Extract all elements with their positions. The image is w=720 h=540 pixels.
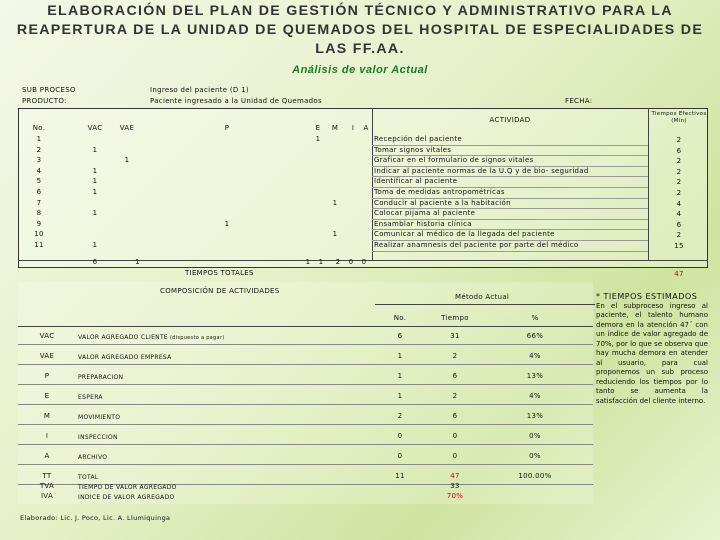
comp-code: VAC [39,332,55,340]
comp-row-rule [18,464,593,465]
fecha-label: FECHA: [565,97,593,105]
comp-desc: ARCHIVO [78,454,108,461]
comp-no: 0 [397,452,403,460]
row-cell-vac: 1 [92,177,98,186]
col-header-a: A [363,124,369,132]
comp-no: 1 [397,352,403,360]
comp-desc: PREPARACION [78,374,124,381]
total-p: 1 [305,258,311,266]
row-activity: Ensamblar historia clínica [374,219,472,228]
tva-value: 33 [450,482,460,490]
row-cell-no: 10 [34,230,44,239]
side-note [596,292,708,406]
row-activity: Identificar al paciente [374,177,458,186]
iva-code: IVA [40,492,54,500]
row-activity: Comunicar al médico de la llegada del paciente [374,230,555,239]
note-heading: * TIEMPOS ESTIMADOS [596,292,698,301]
producto-value: Paciente ingresado a la Unidad de Quemados [150,97,322,105]
tva-desc: TIEMPO DE VALOR AGREGADO [78,484,177,491]
comp-time: 6 [452,372,458,380]
col-header-p: P [224,124,230,132]
tva-code: TVA [39,482,55,490]
total-m: 2 [335,258,341,266]
footer-credits: Elaborado: Lic. J. Poco, Lic. A. Llumiquinga [20,514,171,522]
metodo-rule [375,304,595,305]
comp-pct: 13% [526,372,544,380]
row-time: 2 [676,231,682,240]
comp-code: VAE [39,352,55,360]
composicion-label: COMPOSICIÓN DE ACTIVIDADES [160,287,280,295]
col-header-no: No. [32,124,46,132]
tiempo-total-value: 47 [674,270,684,278]
comp-pct: 100.00% [518,472,552,480]
comp-time: 31 [450,332,460,340]
comp-no: 6 [397,332,403,340]
row-activity: Colocar pijama al paciente [374,209,476,218]
producto-label: PRODUCTO: [22,97,67,105]
row-cell-no: 1 [36,135,42,143]
col-pct-header: % [531,314,539,322]
comp-desc: VALOR AGREGADO CLIENTE (dispuesto a pagar) [78,334,225,341]
row-time: 2 [676,167,682,176]
row-cell-vac: 1 [92,145,98,154]
document-title: ELABORACIÓN DEL PLAN DE GESTIÓN TÉCNICO Y ADMINISTRATIVO PARA LA REAPERTURA DE LA UNIDAD DE QUEMADOS DEL HOSPITAL DE ESPECIALIDADES DE LAS FF.AA. [16,3,704,57]
total-e: 1 [318,258,324,266]
comp-desc: VALOR AGREGADO EMPRESA [78,354,172,361]
row-rule [372,251,648,252]
comp-code: A [44,452,50,460]
comp-no: 0 [397,432,403,440]
row-time: 4 [676,210,682,219]
comp-code: TT [42,472,52,480]
row-cell-no: 11 [34,241,44,249]
subproceso-label: SUB PROCESO [22,86,76,94]
comp-row-rule [18,424,593,425]
row-time: 2 [676,136,682,144]
row-cell-vac: 1 [92,241,98,249]
row-cell-vac: 1 [92,188,98,196]
row-cell-no: 7 [36,198,42,207]
comp-code: I [45,432,49,440]
row-cell-no: 6 [36,188,42,196]
col-tiempo-header: Tiempo [441,314,469,322]
comp-code: M [43,412,51,420]
comp-row-rule [18,444,593,445]
comp-row-rule [18,344,593,345]
row-cell-no: 3 [36,156,42,165]
row-cell-no: 5 [36,177,42,186]
col-header-m: M [331,124,339,132]
table2-header-rule [18,326,593,327]
col-header-i: I [351,124,355,132]
row-cell-m: 1 [332,230,338,239]
comp-pct: 0% [529,452,541,460]
row-cell-no: 2 [36,145,42,154]
comp-time: 2 [452,352,458,360]
comp-time: 0 [452,452,458,460]
actividad-header: ACTIVIDAD [489,116,531,124]
comp-time: 47 [450,472,460,480]
comp-no: 11 [395,472,405,480]
col-header-e: E [315,124,321,132]
iva-value: 70% [446,492,464,500]
comp-no: 2 [397,412,403,420]
col-no-header: No. [393,314,407,322]
comp-desc: TOTAL [78,474,99,481]
tiempo-header: Tiempos Efectivos (Min) [651,111,707,124]
row-cell-no: 9 [36,219,42,228]
row-cell-vae: 1 [124,156,130,165]
row-cell-no: 8 [36,209,42,218]
comp-pct: 13% [526,412,544,420]
comp-pct: 4% [529,392,541,400]
comp-desc: ESPERA [78,394,103,401]
col-header-vac: VAC [87,124,103,132]
comp-time: 2 [452,392,458,400]
subproceso-value: Ingreso del paciente (D 1) [150,86,249,94]
iva-desc: INDICE DE VALOR AGREGADO [78,494,175,501]
composition-table [18,282,593,504]
comp-row-rule [18,364,593,365]
row-time: 15 [674,242,684,250]
comp-row-rule [18,384,593,385]
comp-desc: MOVIMIENTO [78,414,121,421]
table1-divider [648,108,649,260]
row-time: 6 [676,220,682,229]
comp-code: P [44,372,50,380]
metodo-label: Método Actual [455,293,510,301]
table1-divider [372,108,373,260]
row-activity: Indicar al paciente normas de la U.Q y de bio- seguridad [374,166,589,175]
row-time: 2 [676,178,682,187]
row-activity: Recepción del paciente [374,135,463,143]
row-activity: Tomar signos vitales [374,145,452,154]
comp-time: 6 [452,412,458,420]
note-body: En el subproceso ingreso al paciente, el talento humano demora en la atención 47´ con un índice de valor agregado de 70%, por lo que se observa que hay mucha demora en atender al usuario, para cual proponemos un sub proceso reduciendo los tiempos por lo tanto se aumenta la satisfacción del cliente interno. [596,301,708,405]
tiempos-totales-label: TIEMPOS TOTALES [185,269,254,277]
row-activity: Realizar anamnesis del paciente por parte del médico [374,241,579,249]
row-time: 2 [676,189,682,197]
row-time: 4 [676,199,682,208]
comp-desc-note: (dispuesto a pagar) [168,335,225,341]
total-vae: 1 [135,258,140,266]
row-cell-vac: 1 [92,209,98,218]
section-subtitle: Análisis de valor Actual [292,64,428,76]
comp-pct: 4% [529,352,541,360]
comp-no: 1 [397,392,403,400]
row-cell-vac: 1 [92,166,98,175]
row-cell-no: 4 [36,166,42,175]
row-cell-p: 1 [224,219,230,228]
total-i: 0 [348,258,354,266]
comp-pct: 66% [526,332,544,340]
row-time: 2 [676,157,682,166]
comp-row-rule [18,404,593,405]
row-cell-m: 1 [332,198,338,207]
row-time: 6 [676,146,682,155]
row-activity: Graficar en el formulario de signos vitales [374,156,534,165]
row-cell-e: 1 [315,135,321,143]
row-activity: Conducir al paciente a la habitación [374,198,511,207]
comp-code: E [44,392,50,400]
comp-no: 1 [397,372,403,380]
comp-pct: 0% [529,432,541,440]
comp-time: 0 [452,432,458,440]
col-header-vae: VAE [119,124,135,132]
comp-desc: INSPECCION [78,434,118,441]
total-a: 0 [361,258,367,266]
row-activity: Toma de medidas antropométricas [374,188,505,196]
total-vac: 6 [92,258,98,266]
